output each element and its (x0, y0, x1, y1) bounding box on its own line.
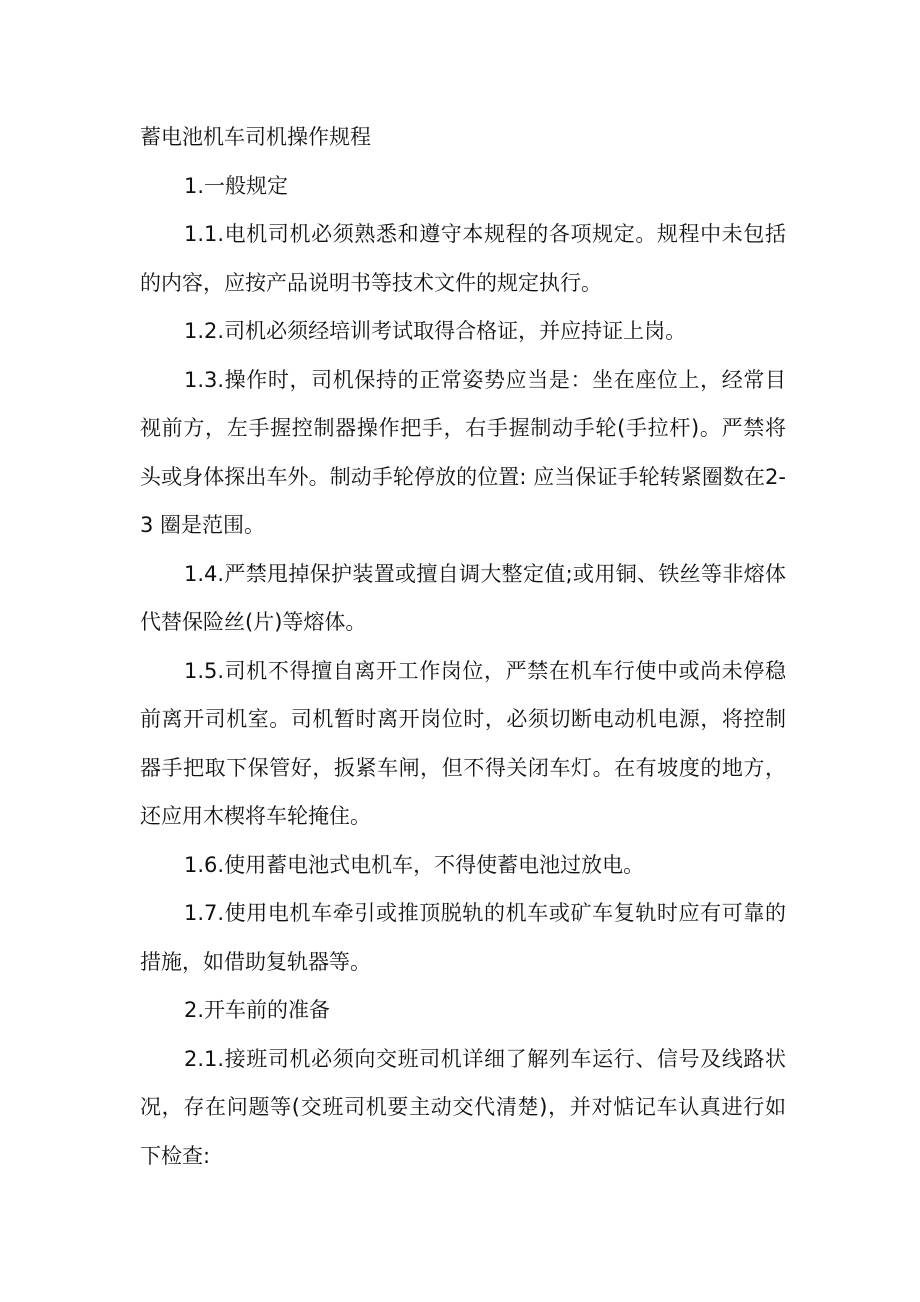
paragraph-1-3: 1.3.操作时，司机保持的正常姿势应当是：坐在座位上，经常目视前方，左手握控制器操作把手，右手握制动手轮(手拉杆)。严禁将头或身体探出车外。制动手轮停放的位置: 应当保证手轮转紧圈数在2-3 圈是范围。 (140, 367, 786, 537)
paragraph-1-4: 1.4.严禁甩掉保护装置或擅自调大整定值;或用铜、铁丝等非熔体代替保险丝(片)等熔体。 (140, 561, 786, 634)
paragraph-1-6: 1.6.使用蓄电池式电机车，不得使蓄电池过放电。 (184, 852, 645, 877)
paragraph-1-7: 1.7.使用电机车牵引或推顶脱轨的机车或矿车复轨时应有可靠的措施，如借助复轨器等。 (140, 901, 786, 974)
paragraph-1-1: 1.1.电机司机必须熟悉和遵守本规程的各项规定。规程中未包括的内容，应按产品说明书等技术文件的规定执行。 (140, 222, 786, 295)
document-title: 蓄电池机车司机操作规程 (140, 125, 371, 149)
paragraph-1-5: 1.5.司机不得擅自离开工作岗位，严禁在机车行使中或尚未停稳前离开司机室。司机暂时离开岗位时，必须切断电动机电源，将控制器手把取下保管好，扳紧车闸，但不得关闭车灯。在有坡度的地方，还应用木楔将车轮掩住。 (140, 658, 786, 828)
paragraph-1-2: 1.2.司机必须经培训考试取得合格证，并应持证上岗。 (184, 319, 687, 343)
document-body (140, 113, 786, 1180)
paragraph-2-1: 2.1.接班司机必须向交班司机详细了解列车运行、信号及线路状况，存在问题等(交班司机要主动交代清楚)，并对惦记车认真进行如下检查: (140, 1046, 786, 1168)
section-heading-preparation: 2.开车前的准备 (184, 998, 331, 1022)
section-heading-general: 1.一般规定 (184, 173, 289, 198)
